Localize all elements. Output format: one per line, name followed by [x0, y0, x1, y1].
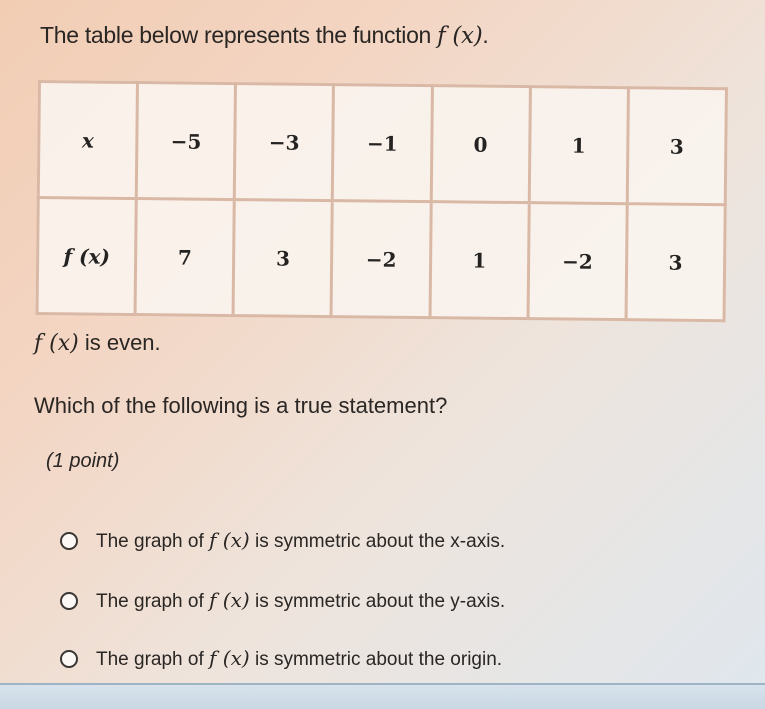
table-cell: 1 — [529, 87, 628, 204]
intro-period: . — [482, 22, 489, 48]
table-cell: 1 — [430, 202, 529, 319]
table-cell: 0 — [431, 86, 530, 203]
option-function: f (x) — [209, 528, 250, 552]
option-label — [96, 528, 505, 553]
option-function: f (x) — [209, 588, 250, 612]
function-table — [36, 80, 728, 322]
table-cell: −1 — [333, 85, 432, 202]
table-cell: −2 — [528, 203, 627, 320]
table-cell: 3 — [626, 204, 725, 321]
table-header-x: x — [38, 82, 137, 199]
table-row-x — [38, 82, 726, 205]
table-cell: −2 — [331, 201, 430, 318]
table-cell: 3 — [627, 88, 726, 205]
option-prefix: The graph of — [96, 649, 210, 670]
question-text: Which of the following is a true statement? — [34, 393, 448, 418]
option-prefix: The graph of — [96, 591, 210, 612]
intro-label: The table below represents the function — [40, 22, 432, 48]
option-x-axis[interactable] — [60, 528, 505, 553]
points-label: (1 point) — [46, 450, 120, 472]
table-cell: −5 — [136, 83, 235, 200]
radio-button-icon[interactable] — [60, 650, 78, 668]
option-label — [96, 646, 502, 671]
table-cell: −3 — [235, 84, 334, 201]
option-origin[interactable] — [60, 646, 502, 671]
option-suffix: is symmetric about the x-axis. — [249, 531, 506, 552]
table-cell: 7 — [135, 199, 234, 316]
option-suffix: is symmetric about the origin. — [249, 649, 503, 670]
radio-button-icon[interactable] — [60, 592, 78, 610]
given-statement — [34, 330, 161, 356]
table-cell: 3 — [233, 200, 332, 317]
table-row-fx — [37, 198, 725, 321]
statement-text: is even. — [78, 330, 161, 355]
option-y-axis[interactable] — [60, 588, 505, 613]
option-prefix: The graph of — [96, 531, 210, 552]
table-header-fx: f (x) — [37, 198, 136, 315]
screen-bottom-edge — [0, 683, 765, 709]
option-suffix: is symmetric about the y-axis. — [249, 591, 506, 612]
option-label — [96, 588, 505, 613]
option-function: f (x) — [209, 646, 250, 670]
intro-function: f (x) — [437, 23, 483, 49]
statement-function: f (x) — [34, 331, 79, 356]
radio-button-icon[interactable] — [60, 532, 78, 550]
intro-text — [40, 22, 489, 49]
